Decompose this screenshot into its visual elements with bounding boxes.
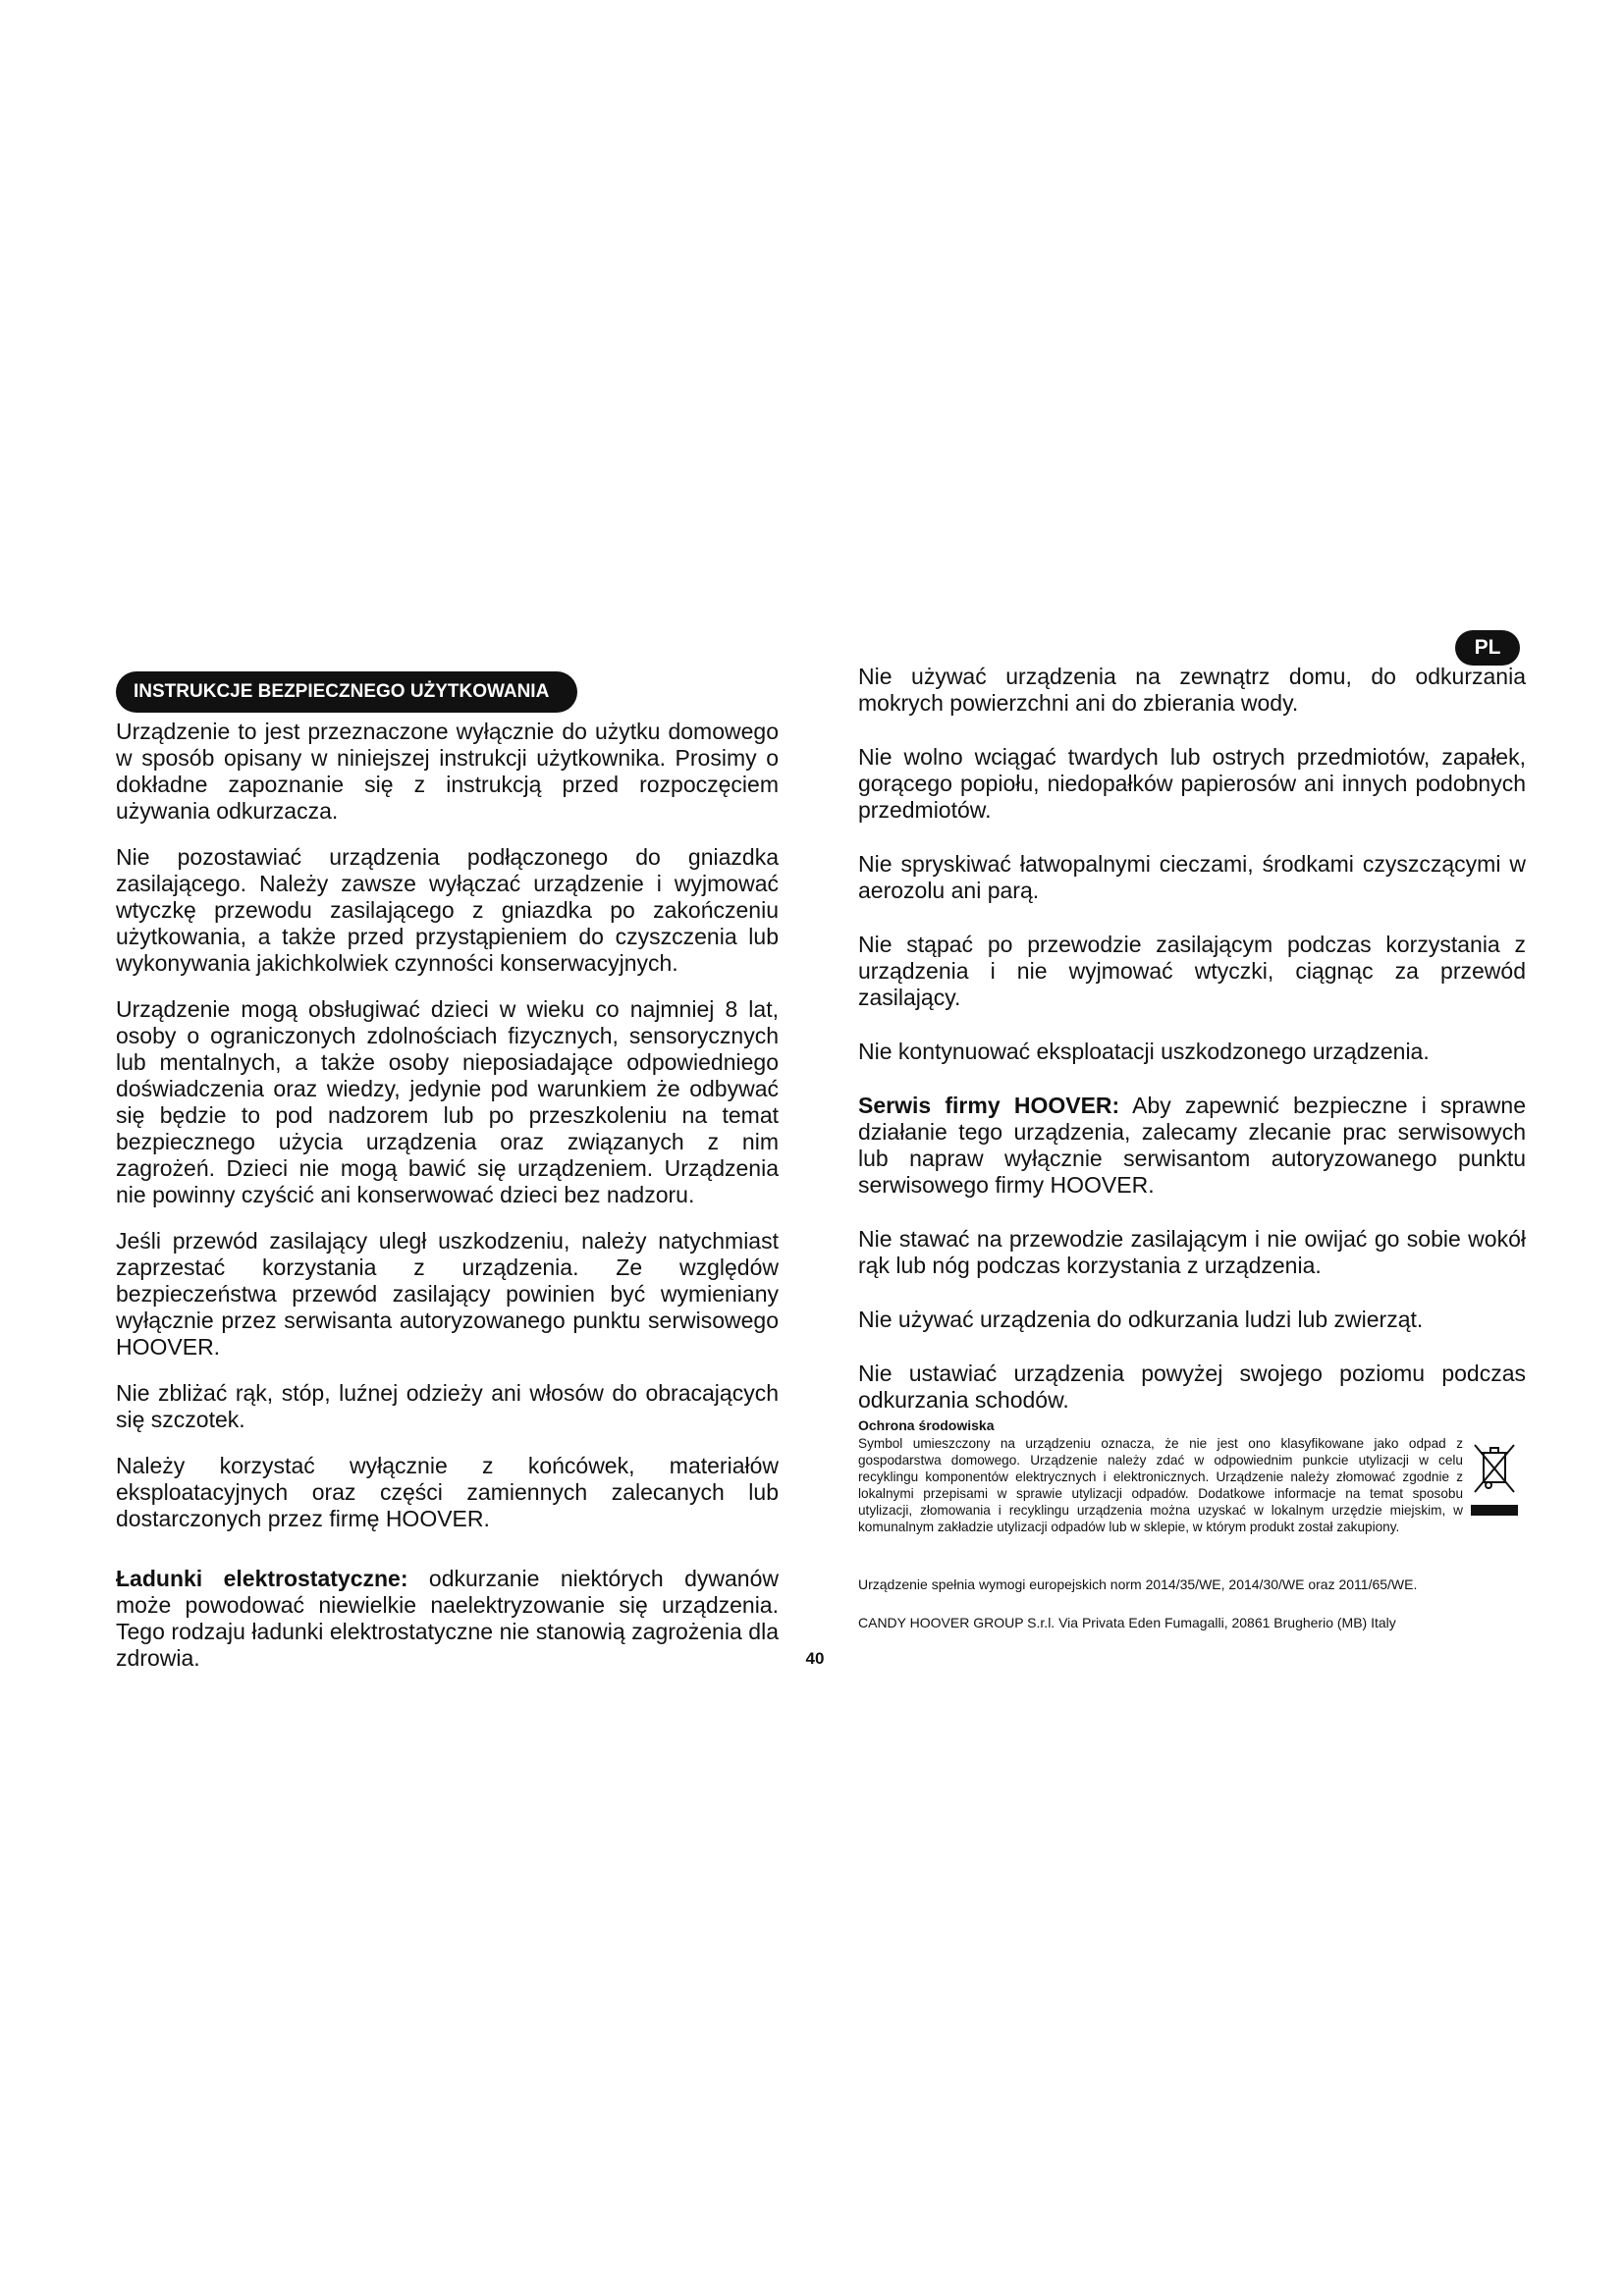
paragraph: Nie spryskiwać łatwopalnymi cieczami, środkami czyszczącymi w aerozolu ani parą. bbox=[858, 851, 1526, 903]
paragraph-text: Aby zapewnić bezpieczne i sprawne działanie tego urządzenia, zalecamy zlecanie prac serwisowych lub napraw wyłącznie serwisantom autoryzowanego punktu serwisowego firmy HOOVER. bbox=[858, 1093, 1526, 1198]
paragraph bbox=[858, 1093, 1526, 1199]
paragraph: Urządzenie mogą obsługiwać dzieci w wieku co najmniej 8 lat, osoby o ograniczonych zdolnościach fizycznych, sensorycznych lub mentalnych, a także osoby nieposiadające odpowiedniego doświadczenia oraz wiedzy, jedynie pod warunkiem że odbywać się będzie to pod nadzorem lub po przeszkoleniu na temat bezpiecznego użycia urządzenia oraz związanych z nim zagrożeń. Dzieci nie mogą bawić się urządzeniem. Urządzenia nie powinny czyścić ani konserwować dzieci bez nadzoru. bbox=[116, 996, 779, 1207]
norms-statement: Urządzenie spełnia wymogi europejskich norm 2014/35/WE, 2014/30/WE oraz 2011/65/WE. bbox=[858, 1576, 1418, 1592]
paragraph: Należy korzystać wyłącznie z końcówek, materiałów eksploatacyjnych oraz części zamiennych zalecanych lub dostarczonych przez firmę HOOVER. bbox=[116, 1453, 779, 1531]
paragraph: Nie używać urządzenia na zewnątrz domu, do odkurzania mokrych powierzchni ani do zbierania wody. bbox=[858, 664, 1526, 716]
environment-title: Ochrona środowiska bbox=[858, 1417, 995, 1433]
bin-underline-bar bbox=[1471, 1505, 1518, 1516]
paragraph: Urządzenie to jest przeznaczone wyłącznie do użytku domowego w sposób opisany w niniejszej instrukcji użytkownika. Prosimy o dokładne zapoznanie się z instrukcją przed rozpoczęciem używania odkurzacza. bbox=[116, 719, 779, 824]
crossed-bin-icon bbox=[1471, 1435, 1526, 1535]
section-header: INSTRUKCJE BEZPIECZNEGO UŻYTKOWANIA bbox=[116, 671, 577, 713]
paragraph: Jeśli przewód zasilający uległ uszkodzeniu, należy natychmiast zaprzestać korzystania z urządzenia. Ze względów bezpieczeństwa przewód zasilający powinien być wymieniany wyłącznie przez serwisanta autoryzowanego punktu serwisowego HOOVER. bbox=[116, 1228, 779, 1360]
paragraph: Nie wolno wciągać twardych lub ostrych przedmiotów, zapałek, gorącego popiołu, niedopałków papierosów ani innych podobnych przedmiotów. bbox=[858, 744, 1526, 823]
left-column bbox=[116, 719, 779, 1691]
company-address: CANDY HOOVER GROUP S.r.l. Via Privata Eden Fumagalli, 20861 Brugherio (MB) Italy bbox=[858, 1615, 1396, 1630]
paragraph: Nie stąpać po przewodzie zasilającym podczas korzystania z urządzenia i nie wyjmować wtyczki, ciągnąc za przewód zasilający. bbox=[858, 932, 1526, 1010]
paragraph: Nie zbliżać rąk, stóp, luźnej odzieży ani włosów do obracających się szczotek. bbox=[116, 1380, 779, 1432]
environment-section bbox=[858, 1417, 1526, 1535]
language-badge: PL bbox=[1455, 630, 1520, 666]
paragraph: Nie ustawiać urządzenia powyżej swojego poziomu podczas odkurzania schodów. bbox=[858, 1361, 1526, 1413]
paragraph bbox=[116, 1566, 779, 1672]
paragraph: Nie stawać na przewodzie zasilającym i nie owijać go sobie wokół rąk lub nóg podczas korzystania z urządzenia. bbox=[858, 1226, 1526, 1278]
paragraph: Nie kontynuować eksploatacji uszkodzonego urządzenia. bbox=[858, 1039, 1430, 1064]
right-column bbox=[858, 664, 1526, 1441]
paragraph-text: odkurzanie niektórych dywanów może powodować niewielkie naelektryzowanie się urządzenia. Tego rodzaju ładunki elektrostatyczne nie stanowią zagrożenia dla zdrowia. bbox=[116, 1566, 779, 1671]
environment-text: Symbol umieszczony na urządzeniu oznacza, że nie jest ono klasyfikowane jako odpad z gospodarstwa domowego. Urządzenie należy zdać w odpowiednim punkcie utylizacji w celu recyklingu komponentów elektrycznych i elektronicznych. Urządzenie należy złomować zgodnie z lokalnymi przepisami w sprawie utylizacji odpadów. Dodatkowe informacje na temat sposobu utylizacji, złomowania i recyklingu urządzenia można uzyskać w lokalnym urzędzie miejskim, w komunalnym zakładzie utylizacji odpadów lub w sklepie, w którym produkt został zakupiony. bbox=[858, 1436, 1463, 1534]
paragraph-lead: Serwis firmy HOOVER: bbox=[858, 1093, 1120, 1118]
paragraph: Nie pozostawiać urządzenia podłączonego do gniazdka zasilającego. Należy zawsze wyłączać urządzenie i wyjmować wtyczkę przewodu zasilającego z gniazdka po zakończeniu użytkowania, a także przed przystąpieniem do czyszczenia lub wykonywania jakichkolwiek czynności konserwacyjnych. bbox=[116, 844, 779, 976]
page-number: 40 bbox=[805, 1649, 825, 1668]
paragraph-lead: Ładunki elektrostatyczne: bbox=[116, 1566, 408, 1591]
paragraph: Nie używać urządzenia do odkurzania ludzi lub zwierząt. bbox=[858, 1307, 1424, 1332]
